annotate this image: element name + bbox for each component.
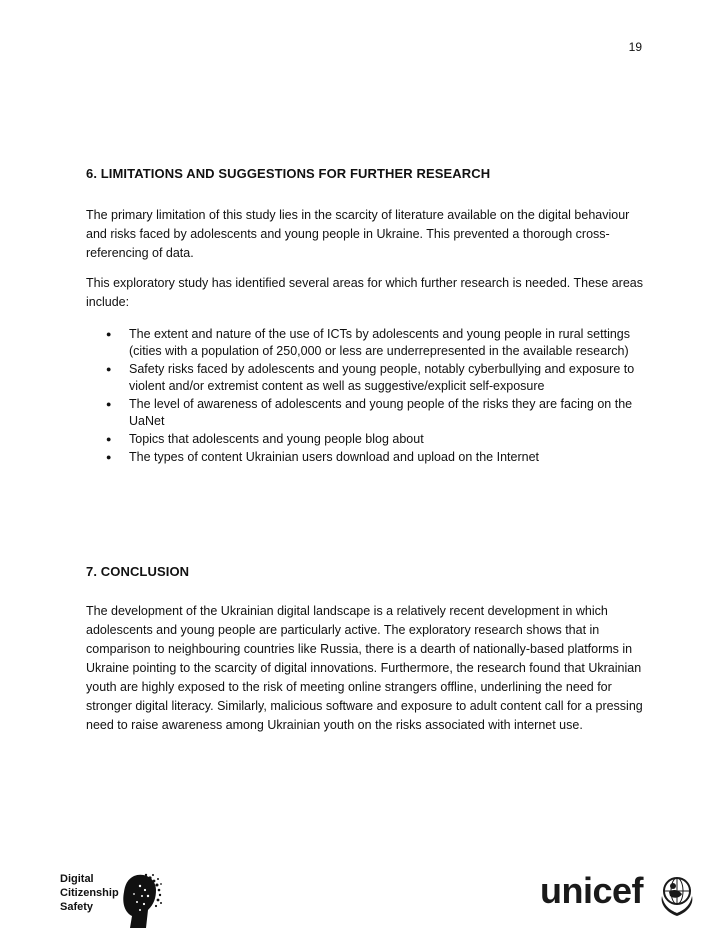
- section-6-heading: 6. LIMITATIONS AND SUGGESTIONS FOR FURTHER RESEARCH: [86, 166, 491, 181]
- dcs-logo-text: Digital Citizenship Safety: [60, 873, 119, 913]
- list-item: ● The extent and nature of the use of ICTs by adolescents and young people in rural settings (cities with a population of 250,000 or less are underrepresented in the available research): [86, 326, 658, 360]
- research-areas-list: [86, 326, 658, 467]
- page-number: 19: [628, 40, 642, 54]
- section-6-paragraph-1: The primary limitation of this study lies in the scarcity of literature available on the digital behaviour and risks faced by adolescents and young people in Ukraine. This prevented a thorough cross-referencing of data.: [86, 208, 630, 260]
- unicef-wordmark: unicef: [540, 870, 644, 911]
- list-item: ● The types of content Ukrainian users download and upload on the Internet: [86, 449, 658, 466]
- section-7-paragraph: The development of the Ukrainian digital landscape is a relatively recent development in which adolescents and young people are particularly active. The exploratory research shows that in comparison to neighbouring countries like Russia, there is a dearth of nationally-based platforms in Ukraine pointing to the scarcity of digital innovations. Furthermore, the research found that Ukrainian youth are highly exposed to the risk of meeting online strangers offline, underlining the need for stronger digital literacy. Similarly, malicious software and exposure to adult content call for a pressing need to raise awareness among Ukrainian youth on the risks associated with internet use.: [86, 604, 643, 732]
- list-item: ● Safety risks faced by adolescents and young people, notably cyberbullying and exposure to violent and/or extremist content as well as suggestive/explicit self-exposure: [86, 361, 658, 395]
- head-silhouette-icon: [120, 872, 162, 930]
- section-6-paragraph-2: This exploratory study has identified several areas for which further research is needed. These areas include:: [86, 276, 644, 309]
- list-item: ● Topics that adolescents and young people blog about: [86, 431, 658, 448]
- unicef-emblem-icon: [658, 872, 696, 920]
- list-item: ● The level of awareness of adolescents and young people of the risks they are facing on the UaNet: [86, 396, 658, 430]
- section-7-heading: 7. CONCLUSION: [86, 564, 190, 579]
